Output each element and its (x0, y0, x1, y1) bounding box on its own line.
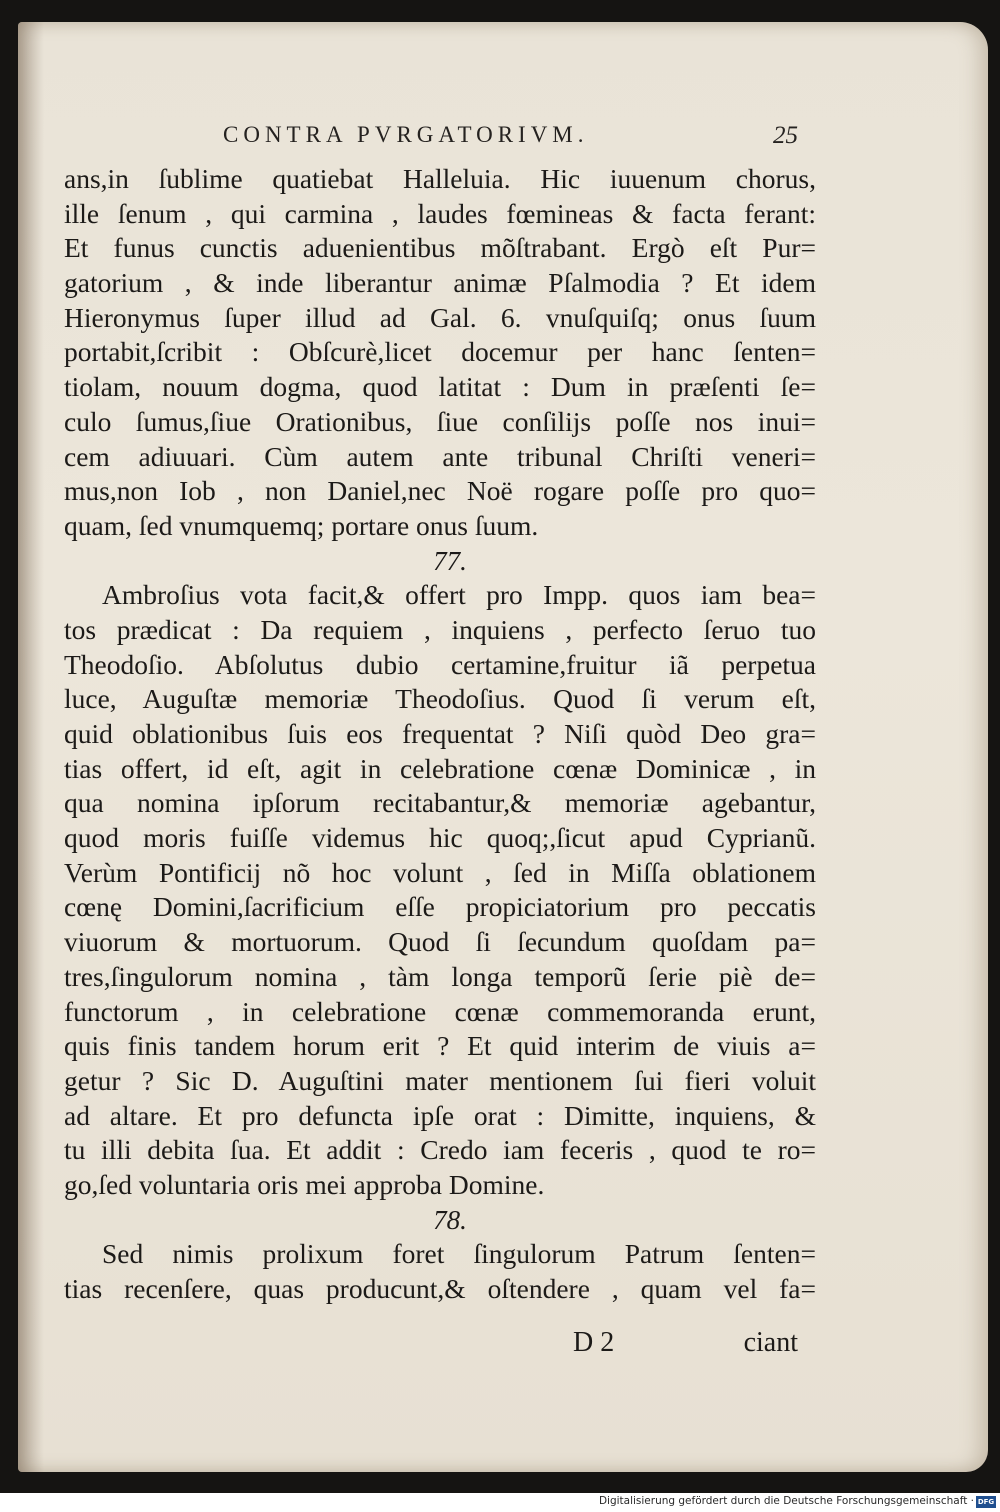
text-line: Ambroſius vota facit,& offert pro Impp. quos iam bea= (102, 579, 816, 611)
text-line: cem adiuuari. Cùm autem ante tribunal Chriſti veneri= (64, 440, 816, 472)
text-line: cœnę Domini,ſacrificium eſſe propiciatorium pro peccatis (64, 891, 816, 923)
text-line: tu illi debita ſua. Et addit : Credo iam feceris , quod te ro= (64, 1134, 816, 1166)
funding-credit: Digitalisierung gefördert durch die Deutsche Forschungsgemeinschaft · (598, 1495, 974, 1507)
text-line: tiolam, nouum dogma, quod latitat : Dum in præſenti ſe= (64, 371, 816, 403)
text-line: Hieronymus ſuper illud ad Gal. 6. vnuſquiſq; onus ſuum (64, 301, 816, 333)
text-line: Sed nimis prolixum foret ſingulorum Patrum ſenten= (102, 1238, 816, 1270)
text-line: luce, Auguſtæ memoriæ Theodoſius. Quod ſi verum eſt, (64, 683, 816, 715)
text-line: ans,in ſublime quatiebat Halleluia. Hic iuuenum chorus, (64, 163, 816, 194)
text-line: quam, ſed vnumquemq; portare onus ſuum. (64, 509, 539, 541)
running-head: CONTRA PVRGATORIVM. (223, 122, 589, 147)
text-line: quid oblationibus ſuis eos frequentat ? Niſi quòd Deo gra= (64, 718, 816, 749)
text-line: portabit,ſcribit : Obſcurè,licet docemur per hanc ſenten= (64, 336, 816, 368)
page-number: 25 (773, 122, 798, 149)
text-line: viuorum & mortuorum. Quod ſi ſecundum quoſdam pa= (64, 926, 816, 958)
text-line: go,ſed voluntaria oris mei approba Domine. (64, 1168, 545, 1200)
text-line: culo ſumus,ſiue Orationibus, ſiue conſilijs poſſe nos inui= (64, 405, 816, 437)
text-line: tos prædicat : Da requiem , inquiens , perfecto ſeruo tuo (64, 613, 816, 645)
text-line: tias recenſere, quas producunt,& oſtendere , quam vel fa= (64, 1273, 816, 1304)
text-line: tias offert, id eſt, agit in celebratione cœnæ Dominicæ , in (64, 752, 816, 784)
text-line: Verùm Pontificij nõ hoc volunt , ſed in Miſſa oblationem (64, 856, 816, 888)
footer-bar (0, 1493, 1000, 1512)
text-line: ille ſenum , qui carmina , laudes fœmineas & facta ferant: (64, 197, 816, 229)
signature-mark: D 2 (573, 1327, 615, 1358)
text-line: tres,ſingulorum nomina , tàm longa temporũ ſerie piè de= (64, 960, 816, 992)
page-gutter-shadow (18, 22, 44, 1472)
text-line: ad altare. Et pro defuncta ipſe orat : Dimitte, inquiens, & (64, 1099, 816, 1131)
text-block (64, 162, 816, 1307)
signature-line (573, 1327, 798, 1367)
catchword: ciant (743, 1327, 798, 1358)
section-number: 77. (433, 545, 467, 576)
text-line: Et funus cunctis aduenientibus mõſtrabant. Ergò eſt Pur= (64, 232, 816, 264)
text-line: functorum , in celebratione cœnæ commemoranda erunt, (64, 995, 816, 1027)
text-line: mus,non Iob , non Daniel,nec Noë rogare poſſe pro quo= (64, 475, 816, 507)
text-line: Theodoſio. Abſolutus dubio certamine,fruitur iã perpetua (64, 648, 816, 680)
text-line: quis finis tandem horum erit ? Et quid interim de viuis a= (64, 1030, 816, 1062)
text-line: gatorium , & inde liberantur animæ Pſalmodia ? Et idem (64, 267, 816, 299)
text-line: quod moris fuiſſe videmus hic quoq;,ſicut apud Cyprianũ. (64, 822, 816, 854)
text-line: getur ? Sic D. Auguſtini mater mentionem ſui fieri voluit (64, 1064, 816, 1096)
book-page (18, 22, 988, 1472)
section-number: 78. (433, 1204, 467, 1235)
dfg-logo-icon: DFG (977, 1498, 995, 1506)
text-line: qua nomina ipſorum recitabantur,& memoriæ agebantur, (64, 787, 816, 819)
